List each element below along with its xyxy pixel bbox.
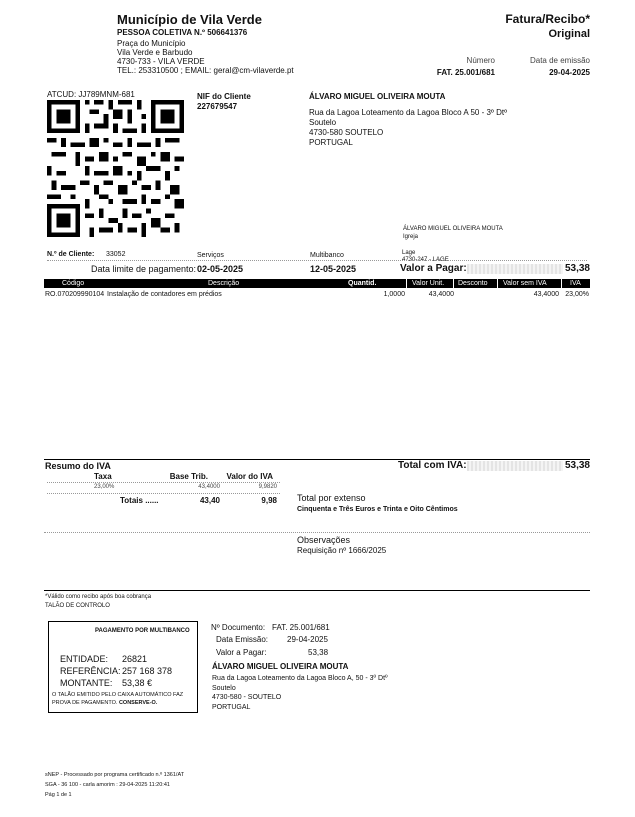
multibanco-box — [48, 621, 198, 713]
total-with-vat-label: Total com IVA: — [398, 460, 467, 471]
vat-value-header: Valor do IVA — [226, 472, 273, 481]
ship-line: Igreja — [403, 234, 419, 240]
client-address-4: PORTUGAL — [309, 138, 353, 147]
stub-address-4: PORTUGAL — [212, 704, 251, 711]
client-address-3: 4730-580 SOUTELO — [309, 128, 384, 137]
issuer-contacts: TEL.: 253310500 ; EMAIL: geral@cm-vilaverde.pt — [117, 66, 294, 75]
vat-rate-header: Taxa — [94, 472, 112, 481]
client-nif: 227679547 — [197, 102, 238, 111]
row-vat: 23,00% — [565, 291, 589, 298]
client-address-2: Soutelo — [309, 118, 337, 127]
multibanco-note-2: PROVA DE PAGAMENTO. CONSERVE-O. — [52, 700, 158, 706]
amount-value: 53,38 — [564, 263, 590, 274]
due-date-label: Data limite de pagamento: — [91, 264, 197, 274]
doc-type: Fatura/Recibo* — [505, 12, 590, 26]
stub-doc: FAT. 25.001/681 — [272, 623, 330, 632]
th-discount: Desconto — [458, 280, 488, 287]
vat-total-value: 9,98 — [261, 496, 277, 505]
multibanco-date: 12-05-2025 — [310, 264, 357, 274]
multibanco-amount: 53,38 € — [122, 678, 153, 688]
doc-number: FAT. 25.001/681 — [436, 68, 495, 77]
client-number: 33052 — [106, 251, 126, 258]
multibanco-entity: 26821 — [122, 654, 148, 664]
vat-total-base: 43,40 — [199, 496, 220, 505]
issuer-address-1: Praça do Município — [117, 39, 186, 48]
vat-summary-title: Resumo do IVA — [45, 461, 111, 471]
row-description: Instalação de contadores em prédios — [107, 291, 222, 298]
th-unit-value: Valor Unit. — [412, 280, 445, 287]
vat-base-header: Base Trib. — [169, 472, 208, 481]
vat-value: 9,9820 — [258, 484, 277, 490]
qr-code-icon — [47, 100, 184, 237]
issuer-address-3: 4730-733 - VILA VERDE — [117, 57, 205, 66]
client-address-1: Rua da Lagoa Loteamento da Lagoa Bloco A 50 - 3º Dtº — [309, 108, 507, 117]
stub-address-2: Soutelo — [212, 685, 236, 692]
stub-name: ÁLVARO MIGUEL OLIVEIRA MOUTA — [212, 662, 349, 671]
footer-process-info: SGA - 36 100 - carla amorim : 29-04-2025 11:20:41 — [45, 782, 170, 788]
multibanco-amount-label: MONTANTE: — [60, 678, 113, 688]
amount-label: Valor a Pagar: — [400, 263, 467, 274]
multibanco-title: PAGAMENTO POR MULTIBANCO — [95, 628, 190, 634]
issuer-address-2: Vila Verde e Barbudo — [117, 48, 193, 57]
row-quantity: 1,0000 — [383, 291, 405, 298]
items-table-header — [44, 279, 590, 288]
stub-doc-label: Nº Documento: — [211, 623, 266, 632]
extenso-label: Total por extenso — [297, 493, 366, 503]
multibanco-reference: 257 168 378 — [122, 666, 173, 676]
doc-copy: Original — [548, 28, 590, 40]
footer-page: Pág 1 de 1 — [45, 792, 72, 798]
vat-totals-label: Totais ...... — [120, 496, 159, 505]
stub-address-3: 4730-580 - SOUTELO — [212, 694, 282, 701]
footnote-control-stub: TALÃO DE CONTROLO — [45, 603, 110, 609]
atcud: ATCUD: JJ789MNM-681 — [47, 90, 135, 99]
stub-date-label: Data Emissão: — [216, 635, 269, 644]
multibanco-ref-label: REFERÊNCIA: — [60, 666, 121, 676]
observations-text: Requisição nº 1666/2025 — [297, 546, 387, 555]
due-date: 02-05-2025 — [197, 264, 244, 274]
client-name: ÁLVARO MIGUEL OLIVEIRA MOUTA — [309, 92, 446, 101]
client-number-label: N.º de Cliente: — [47, 251, 95, 258]
client-nif-label: NIF do Cliente — [197, 92, 251, 101]
th-description: Descrição — [208, 280, 240, 287]
stub-amount-label: Valor a Pagar: — [216, 648, 267, 657]
multibanco-entity-label: ENTIDADE: — [60, 654, 109, 664]
total-with-vat: 53,38 — [564, 460, 590, 471]
th-vat: IVA — [570, 280, 581, 287]
observations-label: Observações — [297, 535, 351, 545]
th-code: Código — [62, 280, 85, 287]
th-net-value: Valor sem IVA — [503, 280, 547, 287]
ship-name: ÁLVARO MIGUEL OLIVEIRA MOUTA — [403, 226, 503, 232]
issuer-nif: PESSOA COLETIVA N.º 506641376 — [117, 28, 248, 37]
vat-base: 43,4000 — [198, 484, 220, 490]
lage-label: Lage — [402, 250, 416, 256]
row-unit-value: 43,4000 — [428, 291, 454, 298]
th-quantity: Quantid. — [348, 280, 377, 287]
stub-date: 29-04-2025 — [287, 635, 328, 644]
services-label: Serviços — [197, 252, 224, 259]
footnote-receipt: *Válido como recibo após boa cobrança — [45, 594, 152, 600]
row-net-value: 43,4000 — [533, 291, 559, 298]
vat-rate: 23,00% — [94, 484, 115, 490]
footer-certification: sNEP - Processado por programa certificado n.º 1361/AT — [45, 772, 185, 778]
stub-address-1: Rua da Lagoa Loteamento da Lagoa Bloco A, 50 - 3º Dtº — [212, 675, 388, 682]
doc-date: 29-04-2025 — [549, 68, 590, 77]
payment-method: Multibanco — [310, 252, 344, 259]
doc-number-label: Número — [466, 56, 495, 65]
row-code: RO.070209990104 — [45, 291, 105, 298]
extenso-text: Cinquenta e Três Euros e Trinta e Oito Cêntimos — [297, 506, 458, 513]
issuer-name: Município de Vila Verde — [117, 12, 262, 27]
stub-amount: 53,38 — [308, 648, 329, 657]
lage-address: 4730-247 - LAGE — [402, 257, 449, 263]
multibanco-note-1: O TALÃO EMITIDO PELO CAIXA AUTOMÁTICO FAZ — [52, 692, 184, 698]
doc-date-label: Data de emissão — [529, 56, 590, 65]
